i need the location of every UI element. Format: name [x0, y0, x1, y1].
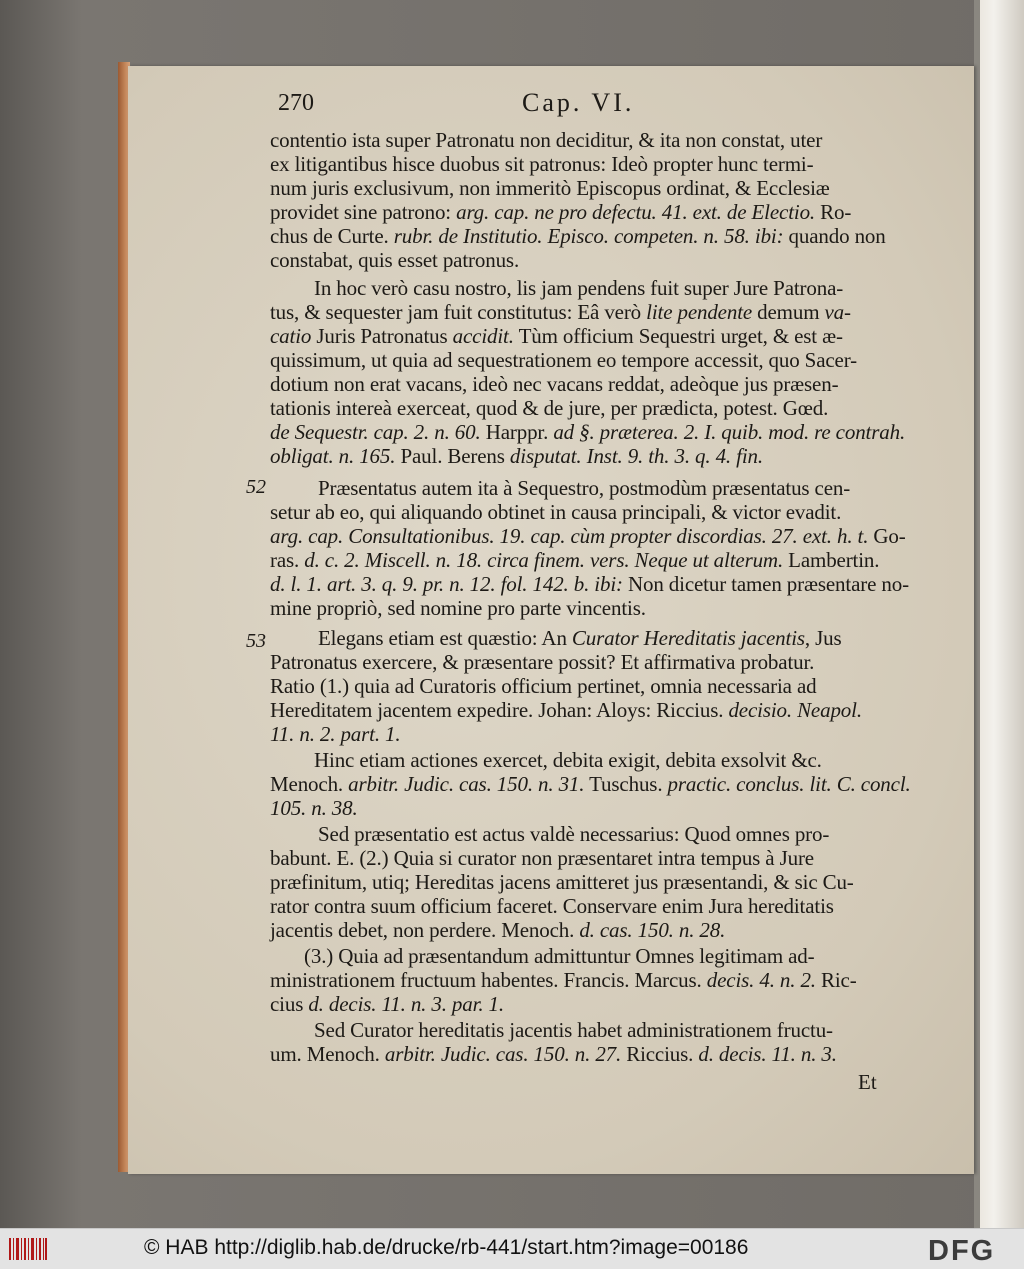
text-line: præfinitum, utiq; Hereditas jacens amitteret jus præsentandi, & sic Cu-	[270, 870, 854, 894]
text-line: 11. n. 2. part. 1.	[270, 722, 401, 746]
dfg-logo	[926, 1235, 1016, 1263]
text-line: setur ab eo, qui aliquando obtinet in causa principali, & victor evadit.	[270, 500, 842, 524]
text-line: 105. n. 38.	[270, 796, 358, 820]
text-line: Patronatus exercere, & præsentare possit? Et affirmativa probatur.	[270, 650, 815, 674]
catchword: Et	[858, 1070, 877, 1094]
margin-number: 52	[246, 476, 266, 498]
text-line: Hinc etiam actiones exercet, debita exigit, debita exsolvit &c.	[314, 748, 822, 772]
footer-bar	[0, 1228, 1024, 1269]
text-line: dotium non erat vacans, ideò nec vacans reddat, adeòque jus præsen-	[270, 372, 839, 396]
text-line: Ratio (1.) quia ad Curatoris officium pertinet, omnia necessaria ad	[270, 674, 817, 698]
text-line: Elegans etiam est quæstio: An Curator Hereditatis jacentis, Jus	[318, 626, 842, 650]
text-line: quissimum, ut quia ad sequestrationem eo tempore accessit, quo Sacer-	[270, 348, 857, 372]
margin-number: 53	[246, 630, 266, 652]
text-line: contentio ista super Patronatu non deciditur, & ita non constat, uter	[270, 128, 823, 152]
text-line: Hereditatem jacentem expedire. Johan: Aloys: Riccius. decisio. Neapol.	[270, 698, 862, 722]
page-number: 270	[278, 90, 314, 116]
adjacent-page-edge	[974, 0, 1024, 1228]
text-line: In hoc verò casu nostro, lis jam pendens fuit super Jure Patrona-	[314, 276, 844, 300]
text-line: rator contra suum officium faceret. Conservare enim Jura hereditatis	[270, 894, 834, 918]
book-page	[128, 66, 974, 1174]
text-line: tationis intereà exerceat, quod & de jure, per prædicta, potest. Gœd.	[270, 396, 829, 420]
text-line: ex litigantibus hisce duobus sit patronus: Ideò propter hunc termi-	[270, 152, 814, 176]
svg-text:DFG: DFG	[928, 1235, 996, 1263]
text-line: providet sine patrono: arg. cap. ne pro defectu. 41. ext. de Electio. Ro-	[270, 200, 852, 224]
text-line: babunt. E. (2.) Quia si curator non præsentaret intra tempus à Jure	[270, 846, 814, 870]
text-line: um. Menoch. arbitr. Judic. cas. 150. n. 27. Riccius. d. decis. 11. n. 3.	[270, 1042, 837, 1066]
text-line: Sed Curator hereditatis jacentis habet administrationem fructu-	[314, 1018, 833, 1042]
barcode-icon	[8, 1235, 48, 1263]
text-line: num juris exclusivum, non immeritò Episcopus ordinat, & Ecclesiæ	[270, 176, 830, 200]
text-line: chus de Curte. rubr. de Institutio. Episco. competen. n. 58. ibi: quando non	[270, 224, 886, 248]
chapter-heading: Cap. VI.	[522, 88, 635, 117]
text-line: obligat. n. 165. Paul. Berens disputat. Inst. 9. th. 3. q. 4. fin.	[270, 444, 763, 468]
text-line: (3.) Quia ad præsentandum admittuntur Omnes legitimam ad-	[304, 944, 815, 968]
text-line: catio Juris Patronatus accidit. Tùm officium Sequestri urget, & est æ-	[270, 324, 843, 348]
text-line: cius d. decis. 11. n. 3. par. 1.	[270, 992, 504, 1016]
page-text	[128, 66, 974, 1174]
text-line: de Sequestr. cap. 2. n. 60. Harppr. ad §. præterea. 2. I. quib. mod. re contrah.	[270, 420, 906, 444]
text-line: Præsentatus autem ita à Sequestro, postmodùm præsentatus cen-	[318, 476, 851, 500]
text-line: ras. d. c. 2. Miscell. n. 18. circa finem. vers. Neque ut alterum. Lambertin.	[270, 548, 880, 572]
text-line: d. l. 1. art. 3. q. 9. pr. n. 12. fol. 142. b. ibi: Non dicetur tamen præsentare no-	[270, 572, 909, 596]
text-line: tus, & sequester jam fuit constitutus: Eâ verò lite pendente demum va-	[270, 300, 851, 324]
text-line: Sed præsentatio est actus valdè necessarius: Quod omnes pro-	[318, 822, 830, 846]
text-line: arg. cap. Consultationibus. 19. cap. cùm propter discordias. 27. ext. h. t. Go-	[270, 524, 906, 548]
text-line: jacentis debet, non perdere. Menoch. d. cas. 150. n. 28.	[270, 918, 726, 942]
text-line: Menoch. arbitr. Judic. cas. 150. n. 31. Tuschus. practic. conclus. lit. C. concl.	[270, 772, 911, 796]
copyright-notice: © HAB http://diglib.hab.de/drucke/rb-441/start.htm?image=00186	[144, 1236, 749, 1259]
text-line: mine propriò, sed nomine pro parte vincentis.	[270, 596, 646, 620]
text-line: constabat, quis esset patronus.	[270, 248, 520, 272]
text-line: ministrationem fructuum habentes. Francis. Marcus. decis. 4. n. 2. Ric-	[270, 968, 857, 992]
